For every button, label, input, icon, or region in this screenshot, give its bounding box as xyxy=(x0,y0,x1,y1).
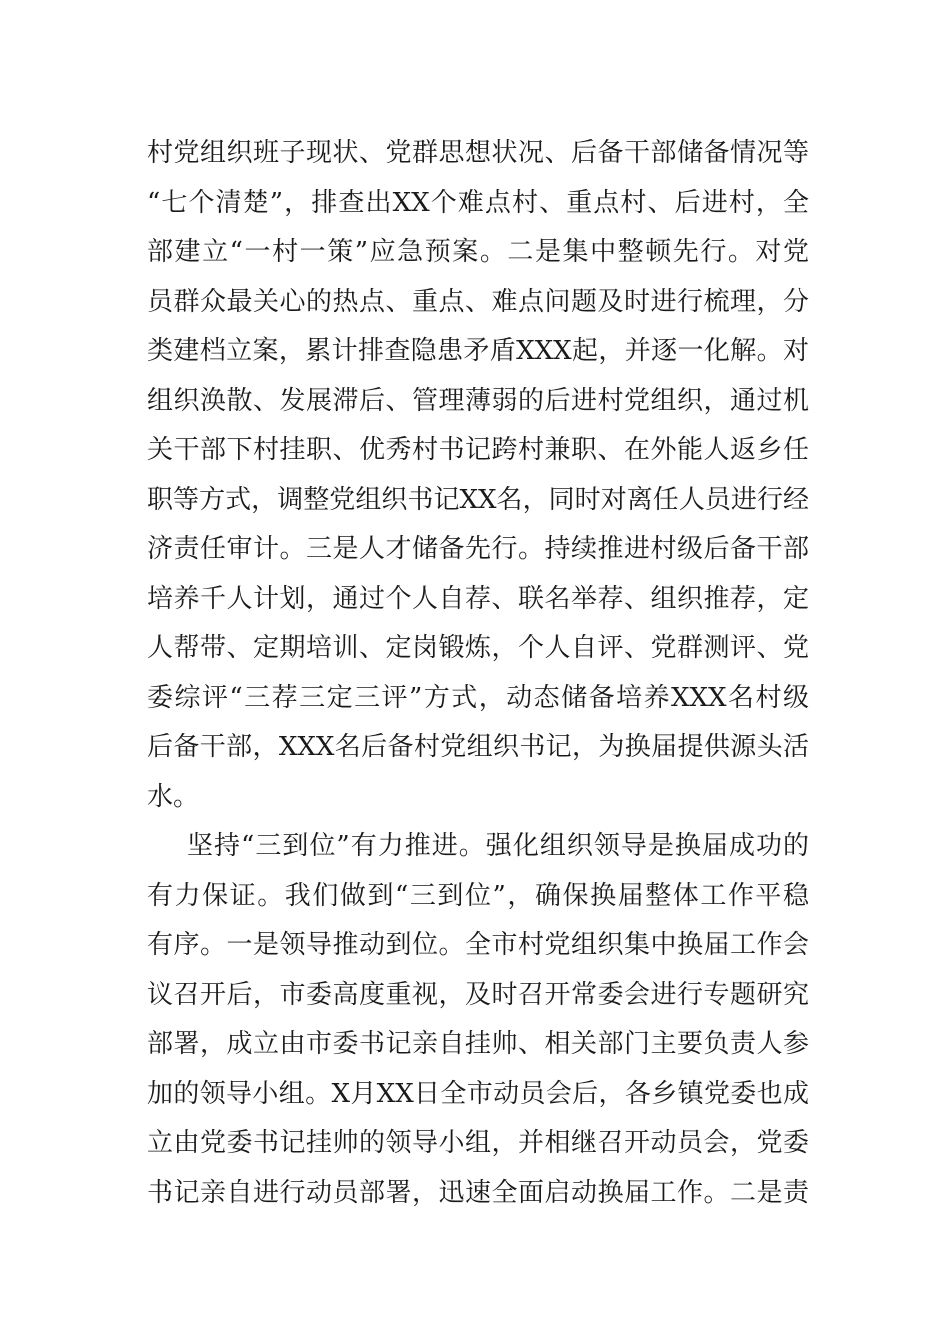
text-line: 类建档立案，累计排查隐患矛盾XXX起，并逐一化解。对 xyxy=(147,336,809,366)
text-line: 后备干部，XXX名后备村党组织书记，为换届提供源头活 xyxy=(147,732,809,762)
text-line: 职等方式，调整党组织书记XX名，同时对离任人员进行经 xyxy=(147,484,809,515)
text-line: 人帮带、定期培训、定岗锻炼，个人自评、党群测评、党 xyxy=(147,633,809,663)
text-line: 村党组织班子现状、党群思想状况、后备干部储备情况等 xyxy=(147,138,809,168)
text-line: 员群众最关心的热点、重点、难点问题及时进行梳理，分 xyxy=(147,286,809,317)
text-line: 委综评“三荐三定三评”方式，动态储备培养XXX名村级 xyxy=(147,682,809,713)
text-line: 济责任审计。三是人才储备先行。持续推进村级后备干部 xyxy=(147,534,809,564)
text-line: 立由党委书记挂帅的领导小组，并相继召开动员会，党委 xyxy=(147,1128,809,1158)
paragraph-preparation xyxy=(147,129,809,822)
text-line: 有序。一是领导推动到位。全市村党组织集中换届工作会 xyxy=(147,930,809,960)
text-line: 议召开后，市委高度重视，及时召开常委会进行专题研究 xyxy=(147,979,809,1010)
text-line: 坚持“三到位”有力推进。强化组织领导是换届成功的 xyxy=(187,831,809,861)
text-line: 组织涣散、发展滞后、管理薄弱的后进村党组织，通过机 xyxy=(147,385,809,416)
text-line: 关干部下村挂职、优秀村书记跨村兼职、在外能人返乡任 xyxy=(147,435,809,465)
text-line: 部建立“一村一策”应急预案。二是集中整顿先行。对党 xyxy=(147,237,809,267)
text-line: 书记亲自进行动员部署，迅速全面启动换届工作。二是责 xyxy=(147,1177,809,1208)
text-line: 加的领导小组。X月XX日全市动员会后，各乡镇党委也成 xyxy=(147,1078,809,1109)
text-line: 水。 xyxy=(147,781,200,812)
text-line: 培养千人计划，通过个人自荐、联名举荐、组织推荐，定 xyxy=(147,583,809,614)
text-line: “七个清楚”，排查出XX个难点村、重点村、后进村，全 xyxy=(147,187,809,218)
text-line: 部署，成立由市委书记亲自挂帅、相关部门主要负责人参 xyxy=(147,1029,809,1059)
text-line: 有力保证。我们做到“三到位”，确保换届整体工作平稳 xyxy=(147,880,809,911)
paragraph-three-in-place xyxy=(147,822,809,1218)
